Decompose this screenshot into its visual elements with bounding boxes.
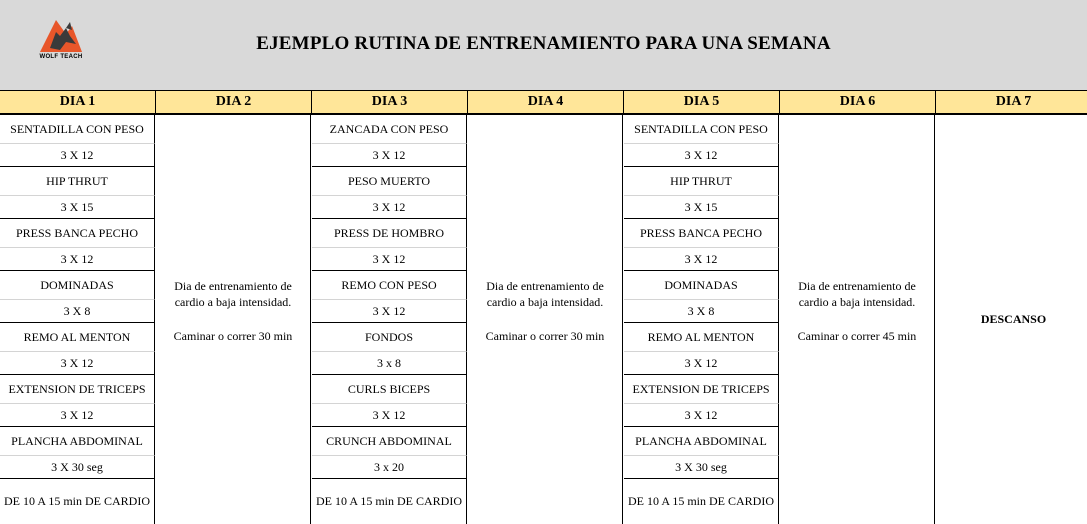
exercise-name: FONDOS: [312, 323, 467, 352]
exercise-name: PLANCHA ABDOMINAL: [0, 427, 155, 456]
exercise-sets: 3 X 12: [624, 144, 779, 167]
exercise-name: DOMINADAS: [0, 271, 155, 300]
exercise-name: PRESS BANCA PECHO: [0, 219, 155, 248]
cardio-note-line2: cardio a baja intensidad.: [798, 294, 916, 309]
exercise-sets: 3 X 12: [0, 144, 155, 167]
cardio-note-line2: cardio a baja intensidad.: [174, 294, 292, 309]
exercise-sets: 3 X 12: [312, 248, 467, 271]
exercise-sets: 3 X 12: [312, 300, 467, 323]
exercise-name: PRESS BANCA PECHO: [624, 219, 779, 248]
exercise-sets: 3 X 8: [624, 300, 779, 323]
exercise-sets: 3 X 12: [312, 404, 467, 427]
header-bar: [0, 0, 1087, 90]
exercise-name: CRUNCH ABDOMINAL: [312, 427, 467, 456]
exercise-sets: 3 X 12: [312, 196, 467, 219]
exercise-sets: 3 X 12: [0, 248, 155, 271]
day-header-7: DIA 7: [936, 90, 1087, 115]
exercise-name: PESO MUERTO: [312, 167, 467, 196]
day-column-2: [156, 90, 312, 524]
exercise-name: EXTENSION DE TRICEPS: [0, 375, 155, 404]
exercise-sets: 3 X 15: [0, 196, 155, 219]
exercise-name: EXTENSION DE TRICEPS: [624, 375, 779, 404]
cardio-note-line1: Dia de entrenamiento de: [486, 278, 604, 293]
cardio-day-note: [156, 115, 311, 524]
rest-day-cell: [936, 115, 1087, 524]
exercise-sets: 3 X 12: [624, 352, 779, 375]
exercise-sets: 3 X 12: [624, 248, 779, 271]
day-header-3: DIA 3: [312, 90, 468, 115]
cardio-finisher: DE 10 A 15 min DE CARDIO: [0, 479, 155, 524]
exercise-sets: 3 x 8: [312, 352, 467, 375]
exercise-name: REMO AL MENTON: [0, 323, 155, 352]
rest-day-label: DESCANSO: [980, 312, 1047, 326]
day-column-1: [0, 90, 156, 524]
page-title: EJEMPLO RUTINA DE ENTRENAMIENTO PARA UNA SEMANA: [256, 33, 831, 54]
cardio-note-line1: Dia de entrenamiento de: [174, 278, 292, 293]
exercise-name: PRESS DE HOMBRO: [312, 219, 467, 248]
cardio-note-line2: cardio a baja intensidad.: [486, 294, 604, 309]
exercise-sets: 3 x 20: [312, 456, 467, 479]
exercise-name: REMO CON PESO: [312, 271, 467, 300]
exercise-name: DOMINADAS: [624, 271, 779, 300]
cardio-note-line3: Caminar o correr 30 min: [173, 328, 293, 343]
exercise-sets: 3 X 30 seg: [0, 456, 155, 479]
exercise-name: ZANCADA CON PESO: [312, 115, 467, 144]
exercise-name: HIP THRUT: [624, 167, 779, 196]
exercise-name: SENTADILLA CON PESO: [0, 115, 155, 144]
day-column-7: [936, 90, 1087, 524]
day-header-5: DIA 5: [624, 90, 780, 115]
logo-text: WOLF TEACH: [39, 54, 83, 60]
exercise-name: CURLS BICEPS: [312, 375, 467, 404]
exercise-name: PLANCHA ABDOMINAL: [624, 427, 779, 456]
exercise-sets: 3 X 12: [312, 144, 467, 167]
exercise-sets: 3 X 8: [0, 300, 155, 323]
cardio-note-line1: Dia de entrenamiento de: [798, 278, 916, 293]
exercise-sets: 3 X 30 seg: [624, 456, 779, 479]
exercise-name: HIP THRUT: [0, 167, 155, 196]
exercise-sets: 3 X 15: [624, 196, 779, 219]
day-column-3: [312, 90, 468, 524]
cardio-note-line3: Caminar o correr 45 min: [797, 328, 917, 343]
cardio-day-note: [468, 115, 623, 524]
cardio-finisher: DE 10 A 15 min DE CARDIO: [624, 479, 779, 524]
exercise-sets: 3 X 12: [0, 352, 155, 375]
day-column-4: [468, 90, 624, 524]
exercise-sets: 3 X 12: [0, 404, 155, 427]
day-header-4: DIA 4: [468, 90, 624, 115]
day-header-2: DIA 2: [156, 90, 312, 115]
cardio-day-note: [780, 115, 935, 524]
cardio-note-line3: Caminar o correr 30 min: [485, 328, 605, 343]
day-column-6: [780, 90, 936, 524]
day-header-6: DIA 6: [780, 90, 936, 115]
routine-grid: [0, 90, 1087, 524]
exercise-sets: 3 X 12: [624, 404, 779, 427]
cardio-finisher: DE 10 A 15 min DE CARDIO: [312, 479, 467, 524]
exercise-name: SENTADILLA CON PESO: [624, 115, 779, 144]
day-header-1: DIA 1: [0, 90, 156, 115]
exercise-name: REMO AL MENTON: [624, 323, 779, 352]
day-column-5: [624, 90, 780, 524]
